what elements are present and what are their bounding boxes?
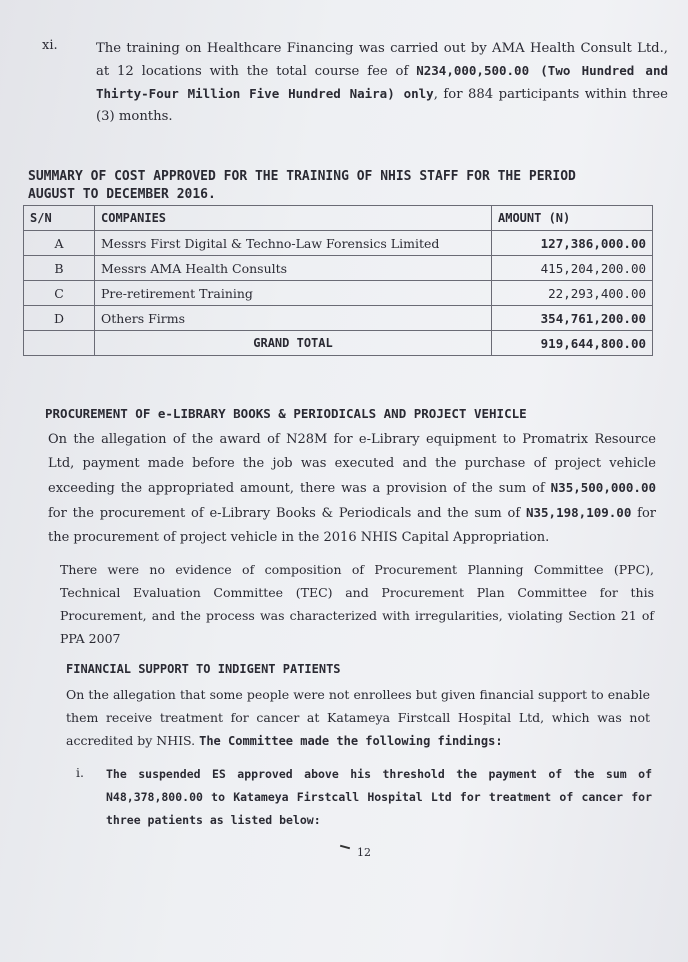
findings-intro: The Committee made the following findings: (199, 734, 503, 748)
row-sn: A (24, 231, 95, 256)
row-sn: C (24, 281, 95, 306)
header-companies: COMPANIES (95, 206, 492, 231)
paragraph-training-fee (96, 38, 668, 128)
text: , for 884 participants within three (3) months. (96, 87, 668, 124)
indigent-paragraph (66, 683, 650, 753)
text: On the allegation that some people were not enrollees but given financial support to enable them receive treatment for cancer at Katameya Firstcall Hospital Ltd, which was not accredited by NHIS. (66, 687, 650, 748)
row-company: Messrs AMA Health Consults (95, 256, 492, 281)
row-company: Messrs First Digital & Techno-Law Forensics Limited (95, 231, 492, 256)
procurement-paragraph-2: There were no evidence of composition of Procurement Planning Committee (PPC), Technical Evaluation Committee (TEC) and Procurement Plan Committee for this Procurement, and the process was characterized with irregularities, violating Section 21 of PPA 2007 (60, 562, 654, 646)
table-row (24, 231, 653, 256)
cost-summary-table (23, 205, 653, 356)
row-amount: 354,761,200.00 (492, 306, 653, 331)
procurement-heading: PROCUREMENT OF e-LIBRARY BOOKS & PERIODICALS AND PROJECT VEHICLE (45, 406, 527, 421)
grand-total-label: GRAND TOTAL (95, 331, 492, 356)
text: On the allegation of the award of N28M for e-Library equipment to Promatrix Resource Ltd, payment made before the job was executed and the purchase of project vehicle exceeding the appropriated amount, there was a provision of the sum of (48, 432, 656, 496)
summary-heading: SUMMARY OF COST APPROVED FOR THE TRAINING OF NHIS STAFF FOR THE PERIOD AUGUST TO DECEMBER 2016. (28, 169, 576, 202)
header-amount: AMOUNT (N) (492, 206, 653, 231)
row-company: Pre-retirement Training (95, 281, 492, 306)
table-row (24, 306, 653, 331)
text: for the procurement of e-Library Books & Periodicals and the sum of (48, 506, 526, 521)
row-sn: B (24, 256, 95, 281)
procurement-paragraph-1 (48, 428, 656, 550)
page-number: 12 (357, 846, 371, 859)
item-number-i: i. (76, 765, 84, 780)
row-sn: D (24, 306, 95, 331)
table-row (24, 256, 653, 281)
table-row (24, 281, 653, 306)
fee-amount: N234,000,500.00 (Two Hundred and Thirty-Four Million Five Hundred Naira) only (96, 63, 669, 101)
text: The suspended ES approved above his threshold the payment of the sum of (106, 767, 652, 781)
grand-total-bullet (24, 331, 95, 356)
row-amount: 415,204,200.00 (492, 256, 653, 281)
amount-elibrary: N35,500,000.00 (550, 480, 656, 495)
header-sn: S/N (24, 206, 95, 231)
row-amount: 22,293,400.00 (492, 281, 653, 306)
text: The training on Healthcare Financing was carried out by AMA Health Consult Ltd., at 12 locations with the total course fee of (96, 41, 668, 79)
finding-item-i (106, 763, 652, 832)
grand-total-row (24, 331, 653, 356)
row-amount: 127,386,000.00 (492, 231, 653, 256)
indigent-heading: FINANCIAL SUPPORT TO INDIGENT PATIENTS (66, 662, 341, 676)
amount-vehicle: N35,198,109.00 (525, 505, 632, 520)
page-dash-mark (340, 845, 350, 850)
text: N48,378,800.00 to Katameya Firstcall Hospital Ltd for treatment of cancer for three patients as listed below: (106, 790, 652, 827)
table-header-row (24, 206, 653, 231)
item-number-xi: xi. (42, 38, 58, 53)
grand-total-amount: 919,644,800.00 (492, 331, 653, 356)
text: for the procurement of project vehicle in the 2016 NHIS Capital Appropriation. (48, 506, 656, 545)
row-company: Others Firms (95, 306, 492, 331)
